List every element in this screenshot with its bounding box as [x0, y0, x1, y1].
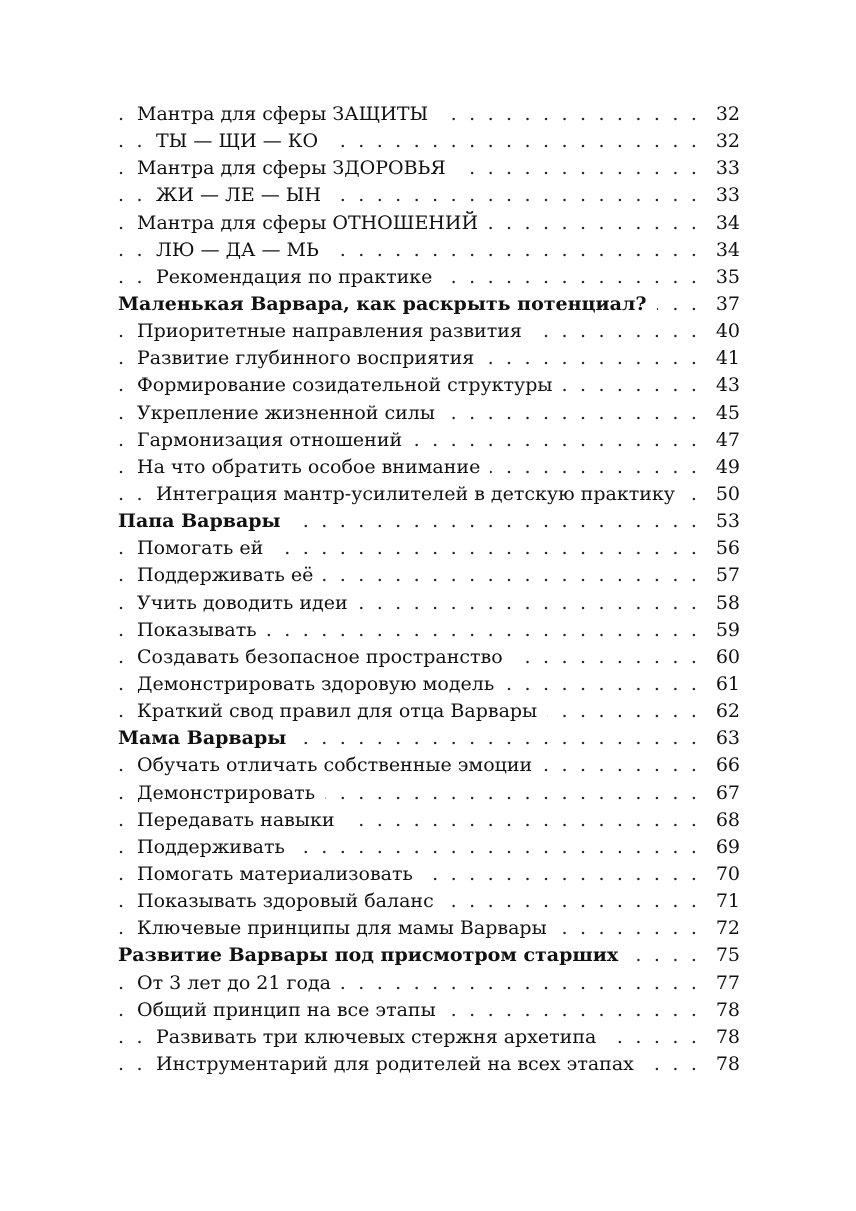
toc-entry-page-number: 63	[715, 727, 740, 750]
toc-entry[interactable]	[118, 752, 740, 779]
toc-entry[interactable]	[118, 454, 740, 481]
toc-entry-page-number: 66	[715, 754, 740, 777]
toc-entry[interactable]	[118, 970, 740, 997]
toc-entry-title: Формирование созидательной структуры	[137, 372, 563, 399]
toc-entry[interactable]	[118, 210, 740, 237]
toc-entry-title: ТЫ — ЩИ — КО	[156, 128, 328, 155]
toc-entry[interactable]	[118, 888, 740, 915]
toc-chapter-entry[interactable]	[118, 291, 740, 318]
toc-entry-title: Развитие Варвары под присмотром старших	[118, 942, 628, 969]
toc-entry-page-number: 78	[715, 1025, 740, 1048]
toc-entry-page-number: 32	[715, 103, 740, 125]
toc-entry-title: Мантра для сферы ЗДОРОВЬЯ	[137, 155, 456, 182]
toc-entry-page-number: 53	[715, 510, 740, 533]
toc-entry-page-number: 59	[715, 618, 740, 641]
toc-entry[interactable]	[118, 617, 740, 644]
toc-entry-page-number: 67	[715, 781, 740, 804]
toc-entry[interactable]	[118, 997, 740, 1024]
toc-entry-title: Учить доводить идеи	[137, 590, 358, 617]
toc-entry-title: Папа Варвары	[118, 508, 291, 535]
toc-entry-page-number: 70	[715, 862, 740, 885]
toc-entry-title: Рекомендация по практике	[156, 264, 442, 291]
toc-chapter-entry[interactable]	[118, 942, 740, 969]
toc-entry-title: Интеграция мантр-усилителей в детскую практику	[156, 481, 685, 508]
toc-entry-title: Помогать материализовать	[137, 861, 423, 888]
toc-entry-title: Укрепление жизненной силы	[137, 400, 445, 427]
toc-entry-page-number: 41	[715, 347, 740, 370]
toc-entry-title: Создавать безопасное пространство	[137, 644, 513, 671]
toc-entry-title: Поддерживать её	[137, 562, 323, 589]
toc-entry[interactable]	[118, 237, 740, 264]
toc-entry-title: От 3 лет до 21 года	[137, 970, 341, 997]
toc-entry-page-number: 32	[715, 130, 740, 153]
toc-entry-title: Демонстрировать здоровую модель	[137, 671, 504, 698]
toc-entry-title: Ключевые принципы для мамы Варвары	[137, 915, 557, 942]
toc-chapter-entry[interactable]	[118, 508, 740, 535]
toc-entry-page-number: 40	[715, 320, 740, 343]
toc-entry[interactable]	[118, 644, 740, 671]
toc-chapter-entry[interactable]	[118, 725, 740, 752]
toc-entry-title: Маленькая Варвара, как раскрыть потенциал?	[118, 291, 657, 318]
toc-entry-title: Мантра для сферы ЗАЩИТЫ	[137, 101, 438, 128]
toc-entry[interactable]	[118, 562, 740, 589]
toc-entry-title: Показывать здоровый баланс	[137, 888, 444, 915]
toc-entry[interactable]	[118, 128, 740, 155]
toc-entry[interactable]	[118, 535, 740, 562]
toc-entry-page-number: 62	[715, 700, 740, 723]
toc-entry-page-number: 43	[715, 374, 740, 397]
toc-entry[interactable]	[118, 400, 740, 427]
toc-entry[interactable]	[118, 427, 740, 454]
toc-entry-page-number: 77	[715, 971, 740, 994]
toc-entry-page-number: 35	[715, 265, 740, 288]
toc-entry-page-number: 68	[715, 808, 740, 831]
toc-entry[interactable]	[118, 264, 740, 291]
toc-entry-page-number: 45	[715, 401, 740, 424]
toc-entry[interactable]	[118, 807, 740, 834]
toc-entry-page-number: 37	[715, 292, 740, 315]
toc-entry[interactable]	[118, 182, 740, 209]
toc-entry-page-number: 71	[715, 890, 740, 913]
toc-entry-title: Развитие глубинного восприятия	[137, 345, 484, 372]
toc-entry-title: Развивать три ключевых стержня архетипа	[156, 1024, 606, 1051]
toc-entry-title: Приоритетные направления развития	[137, 318, 532, 345]
toc-entry-page-number: 57	[715, 564, 740, 587]
toc-entry-title: Инструментарий для родителей на всех этапах	[156, 1051, 644, 1078]
toc-entry[interactable]	[118, 861, 740, 888]
toc-entry-page-number: 69	[715, 835, 740, 858]
toc-entry[interactable]	[118, 698, 740, 725]
toc-entry-title: Поддерживать	[137, 834, 295, 861]
toc-entry-title: ЛЮ — ДА — МЬ	[156, 237, 329, 264]
toc-entry-title: Мантра для сферы ОТНОШЕНИЙ	[137, 210, 488, 237]
toc-entry-title: Краткий свод правил для отца Варвары	[137, 698, 547, 725]
toc-entry-page-number: 72	[715, 917, 740, 940]
toc-entry-page-number: 34	[715, 238, 740, 261]
toc-entry[interactable]	[118, 834, 740, 861]
toc-entry-page-number: 78	[715, 998, 740, 1021]
toc-entry-title: На что обратить особое внимание	[137, 454, 490, 481]
toc-entry-title: Передавать навыки	[137, 807, 345, 834]
toc-entry-page-number: 49	[715, 455, 740, 478]
toc-entry-page-number: 75	[715, 944, 740, 967]
toc-entry-page-number: 34	[715, 211, 740, 234]
toc-entry-page-number: 33	[715, 157, 740, 180]
toc-entry[interactable]	[118, 345, 740, 372]
toc-entry-page-number: 60	[715, 645, 740, 668]
toc-entry-title: Показывать	[137, 617, 267, 644]
toc-entry[interactable]	[118, 155, 740, 182]
toc-entry[interactable]	[118, 915, 740, 942]
toc-entry-page-number: 58	[715, 591, 740, 614]
toc-entry-page-number: 47	[715, 428, 740, 451]
table-of-contents	[118, 101, 740, 1078]
toc-entry[interactable]	[118, 1024, 740, 1051]
toc-entry-page-number: 33	[715, 184, 740, 207]
toc-entry-title: Мама Варвары	[118, 725, 296, 752]
toc-entry[interactable]	[118, 481, 740, 508]
toc-entry[interactable]	[118, 318, 740, 345]
toc-entry-title: ЖИ — ЛЕ — ЫН	[156, 182, 331, 209]
toc-entry-title: Демонстрировать	[137, 780, 325, 807]
toc-entry[interactable]	[118, 101, 740, 128]
toc-entry-title: Общий принцип на все этапы	[137, 997, 446, 1024]
toc-entry-page-number: 56	[715, 537, 740, 560]
toc-entry[interactable]	[118, 590, 740, 617]
toc-entry-page-number: 61	[715, 672, 740, 695]
toc-entry-page-number: 50	[715, 482, 740, 505]
toc-entry[interactable]	[118, 372, 740, 399]
toc-entry[interactable]	[118, 671, 740, 698]
toc-entry[interactable]	[118, 780, 740, 807]
toc-entry-title: Гармонизация отношений	[137, 427, 412, 454]
toc-entry-page-number: 78	[715, 1052, 740, 1075]
toc-entry-title: Обучать отличать собственные эмоции	[137, 752, 542, 779]
toc-entry[interactable]	[118, 1051, 740, 1078]
toc-entry-title: Помогать ей	[137, 535, 273, 562]
